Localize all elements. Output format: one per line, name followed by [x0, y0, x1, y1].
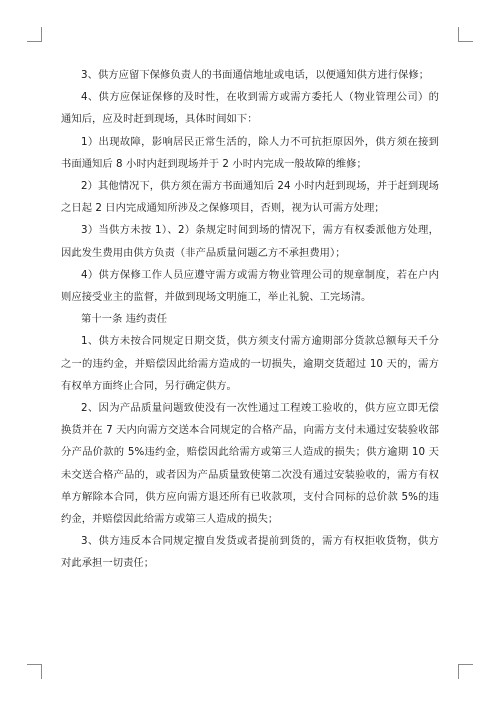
liability-clause-2-paragraph: 2、因为产品质量问题致使没有一次性通过工程竣工验收的，供方应立即无偿换货并在 7 天内向需方交送本合同规定的合格产品，向需方支付未通过安装验收部分产品价款的 5%违约金，赔偿因此给需方或第三人造成的损失；供方逾期 10 天未交送合格产品的，或者因为产品质量致使第二次没有通过安装验收的，需方有权单方解除本合同，供方应向需方退还所有已收款项，支付合同标的总价款 5%的违约金，并赔偿因此给需方或第三人造成的损失； — [61, 402, 439, 526]
crop-mark-top-left — [27, 27, 42, 42]
document-body — [61, 64, 439, 575]
crop-mark-top-right — [458, 27, 473, 42]
sub-item-4-paragraph: 4）供方保修工作人员应遵守需方或需方物业管理公司的规章制度，若在户内则应接受业主的监督，并做到现场文明施工，举止礼貌、工完场清。 — [61, 268, 439, 304]
sub-item-1-paragraph: 1）出现故障，影响居民正常生活的，除人力不可抗拒原因外，供方须在接到书面通知后 8 小时内赶到现场并于 2 小时内完成一般故障的维修； — [61, 135, 439, 170]
liability-clause-1-paragraph: 1、供方未按合同规定日期交货，供方须支付需方逾期部分货款总额每天千分之一的违约金，并赔偿因此给需方造成的一切损失，逾期交货超过 10 天的，需方有权单方面终止合同，另行确定供方。 — [61, 335, 439, 392]
sub-item-3-paragraph: 3）当供方未按 1）、2）条规定时间到场的情况下，需方有权委派他方处理，因此发生费用由供方负责（非产品质量问题乙方不承担费用）； — [61, 224, 439, 259]
crop-mark-bottom-left — [27, 664, 42, 679]
liability-clause-3-paragraph: 3、供方违反本合同规定擅自发货或者提前到货的，需方有权拒收货物，供方对此承担一切责任； — [61, 535, 439, 570]
crop-mark-bottom-right — [458, 664, 473, 679]
clause-4-paragraph: 4、供方应保证保修的及时性，在收到需方或需方委托人（物业管理公司）的通知后，应及时赶到现场，具体时间如下： — [61, 91, 439, 126]
clause-3-paragraph: 3、供方应留下保修负责人的书面通信地址或电话，以便通知供方进行保修； — [81, 69, 430, 81]
article-11-heading: 第十一条 违约责任 — [81, 313, 168, 326]
sub-item-2-paragraph: 2）其他情况下，供方须在需方书面通知后 24 小时内赶到现场，并于赶到现场之日起 2 日内完成通知所涉及之保修项目，否则，视为认可需方处理； — [61, 180, 439, 215]
